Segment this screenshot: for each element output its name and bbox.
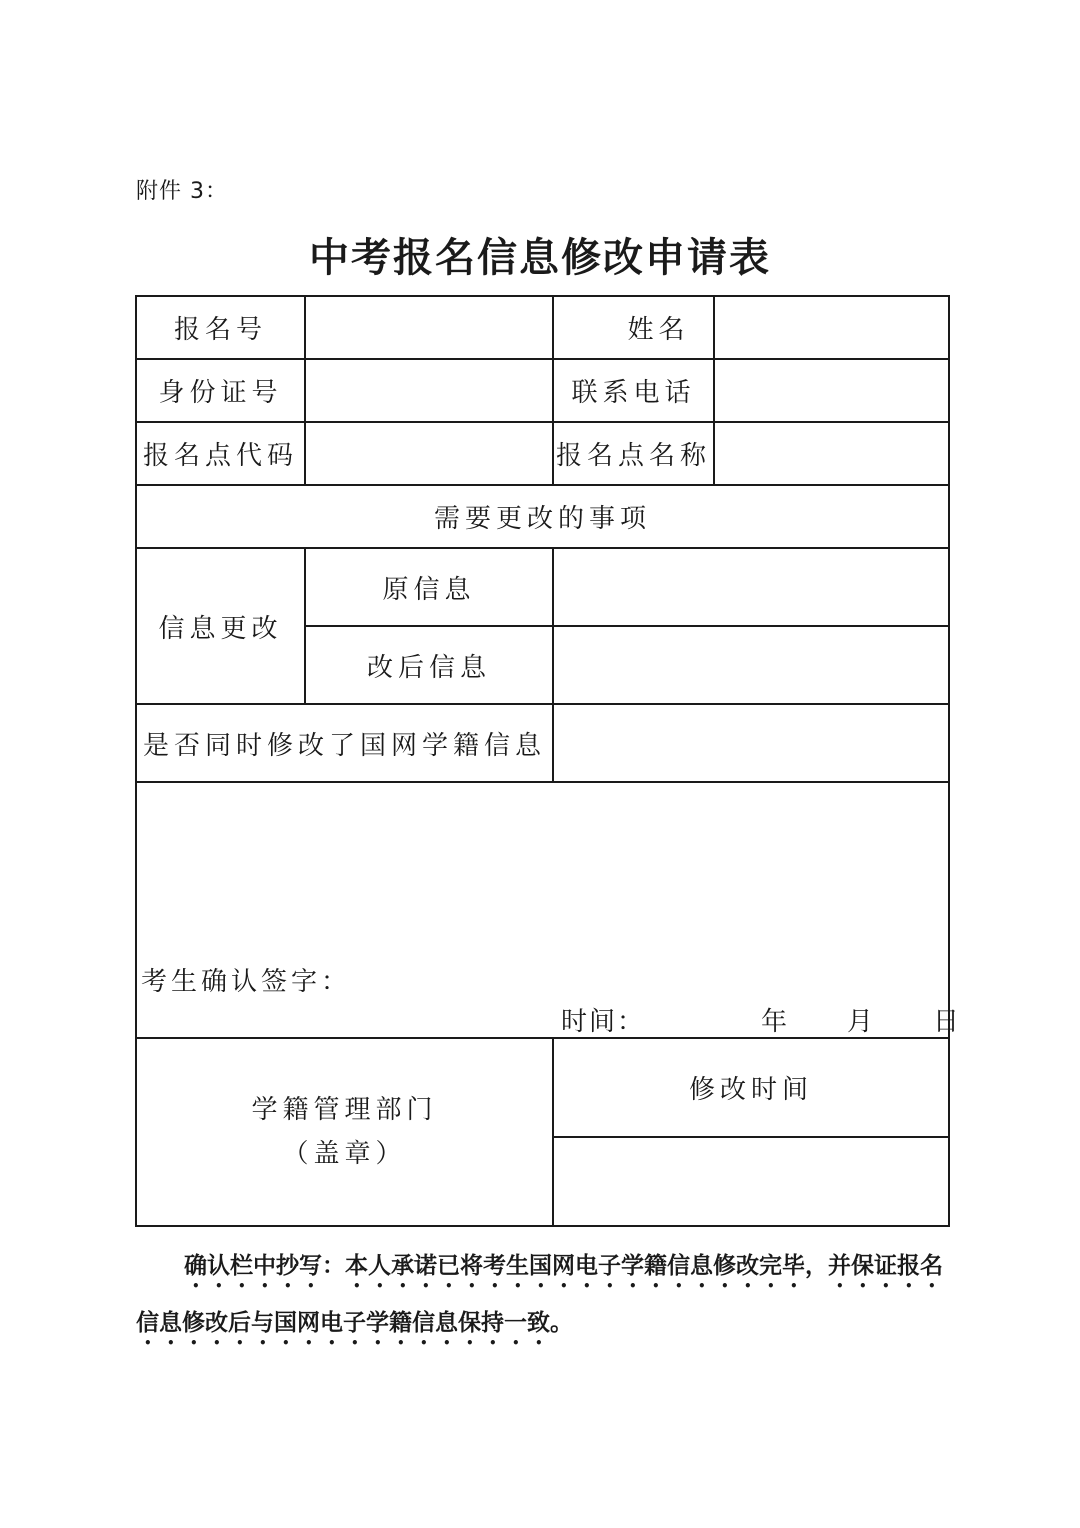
- site-code-field[interactable]: [305, 422, 553, 485]
- site-name-field[interactable]: [714, 422, 949, 485]
- dept-cell[interactable]: [136, 1038, 553, 1226]
- signature-date: [561, 1001, 961, 1038]
- phone-field[interactable]: [714, 359, 949, 422]
- reg-no-field[interactable]: [305, 296, 553, 359]
- national-registry-question: 是否同时修改了国网学籍信息: [136, 704, 553, 782]
- site-code-label: 报名点代码: [136, 422, 305, 485]
- note-text: 确认栏中抄写：本人承诺已将考生国网电子学籍信息修改完毕，并保证报名信息修改后与国网电子学籍信息保持一致。: [136, 1253, 943, 1336]
- id-no-label: 身份证号: [136, 359, 305, 422]
- original-info-field[interactable]: [553, 548, 949, 626]
- name-label: 姓名: [553, 296, 714, 359]
- site-name-label: 报名点名称: [553, 422, 714, 485]
- phone-label: 联系电话: [553, 359, 714, 422]
- application-form: [135, 295, 962, 1227]
- original-info-label: 原信息: [305, 548, 553, 626]
- day-label: 日: [933, 1007, 962, 1037]
- attachment-label: 附件 3：: [136, 179, 228, 204]
- id-no-field[interactable]: [305, 359, 553, 422]
- modify-time-field[interactable]: [553, 1137, 949, 1226]
- section-heading: 需要更改的事项: [136, 485, 949, 548]
- change-label: 信息更改: [136, 548, 305, 704]
- reg-no-label: 报名号: [136, 296, 305, 359]
- year-label: 年: [761, 1007, 790, 1037]
- modified-info-label: 改后信息: [305, 626, 553, 704]
- document-title: 中考报名信息修改申请表: [309, 234, 771, 281]
- date-label: 时间：: [561, 1007, 646, 1037]
- modified-info-field[interactable]: [553, 626, 949, 704]
- month-label: 月: [847, 1007, 876, 1037]
- confirmation-note: [136, 1238, 948, 1352]
- signature-label: 考生确认签字：: [141, 967, 352, 997]
- modify-time-label: 修改时间: [553, 1038, 949, 1137]
- name-field[interactable]: [714, 296, 949, 359]
- national-registry-field[interactable]: [553, 704, 949, 782]
- dept-label: 学籍管理部门: [251, 1095, 438, 1125]
- signature-cell[interactable]: [136, 782, 962, 1038]
- seal-label: （盖章）: [282, 1139, 407, 1169]
